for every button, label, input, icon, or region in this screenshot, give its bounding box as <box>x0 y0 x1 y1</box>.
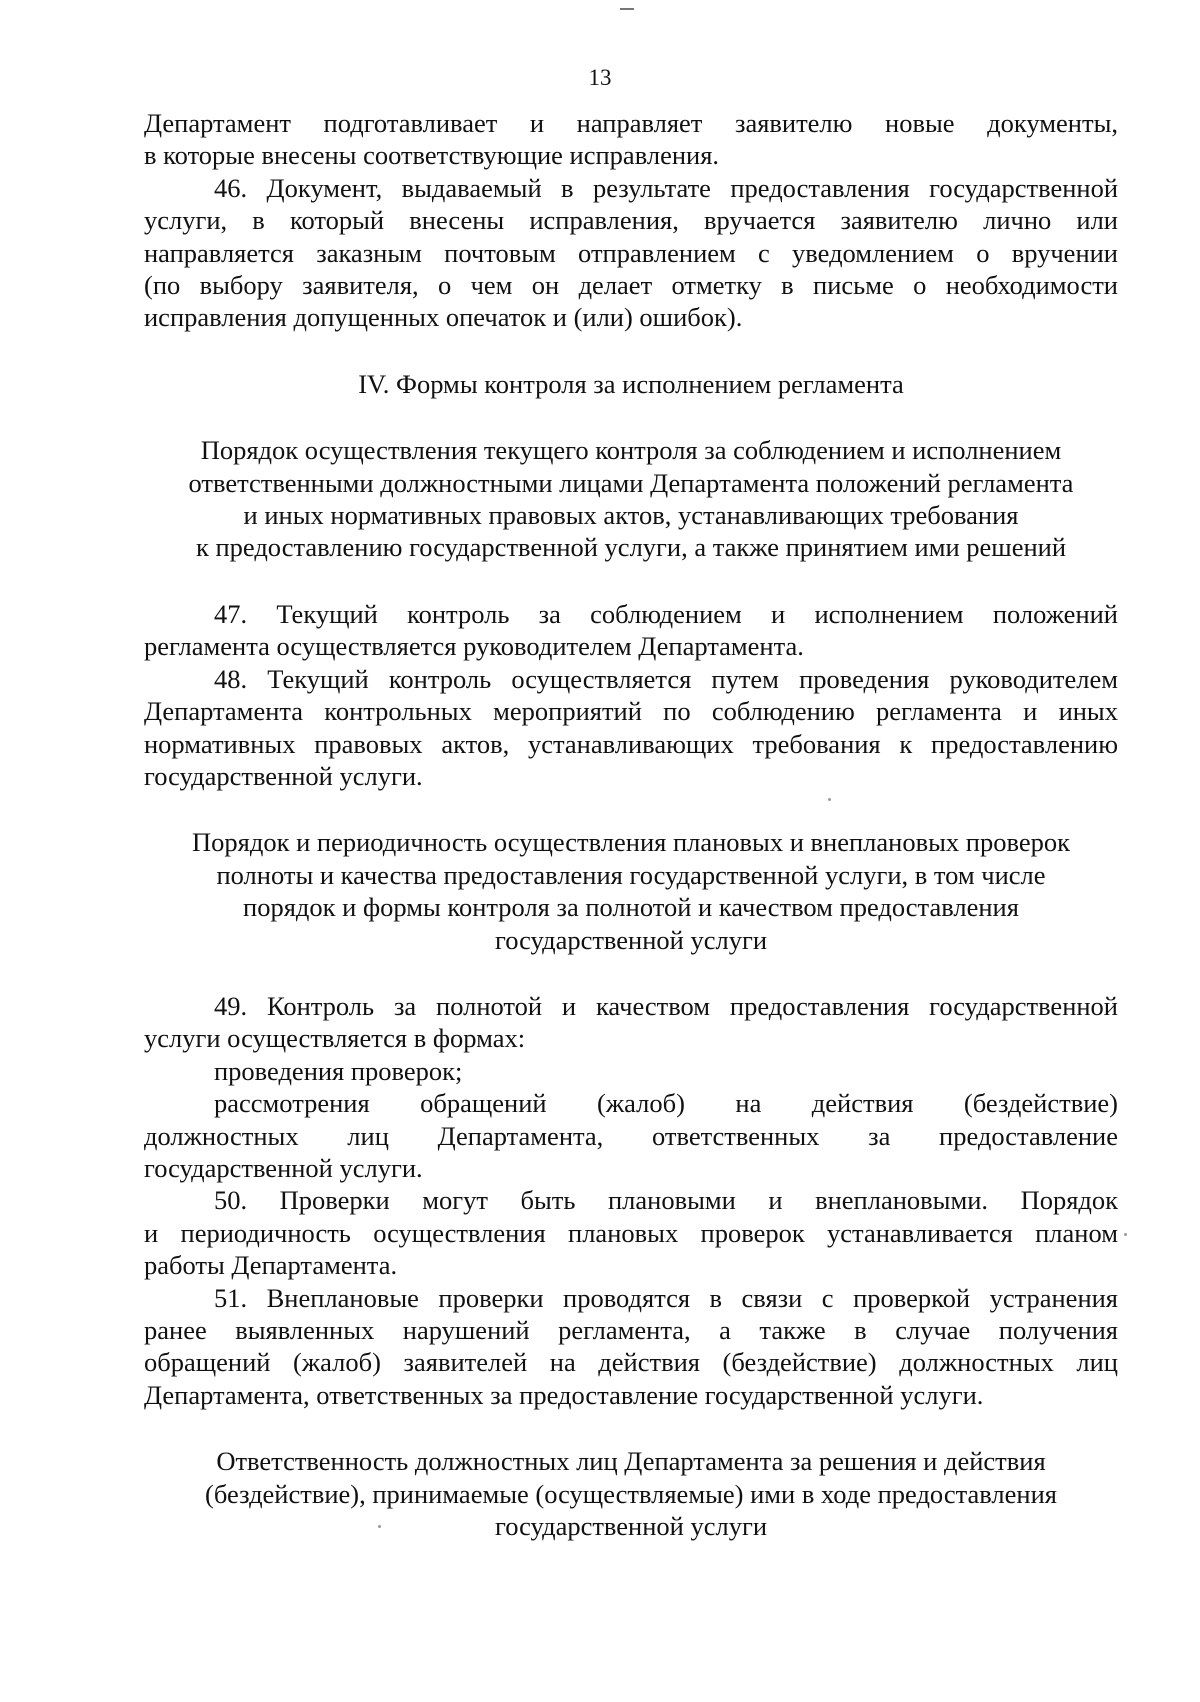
scan-speck <box>1124 1233 1127 1236</box>
text-line: ранее выявленных нарушений регламента, а также в случае получения <box>144 1315 1118 1345</box>
text-line: обращений (жалоб) заявителей на действия (бездействие) должностных лиц <box>144 1347 1118 1378</box>
text-line: 46. Документ, выдаваемый в результате предоставления государственной <box>214 172 1118 203</box>
paragraph-46 <box>144 172 1118 334</box>
paragraph-47 <box>144 598 1118 663</box>
heading-line: государственной услуги <box>494 1511 768 1542</box>
text-line: должностных лиц Департамента, ответственных за предоставление <box>144 1120 1118 1151</box>
text-line: в которые внесены соответствующие исправления. <box>144 140 720 171</box>
subsection-heading-3 <box>144 1445 1118 1542</box>
heading-line: (бездействие), принимаемые (осуществляемые) ими в ходе предоставления <box>205 1478 1057 1509</box>
text-line: регламента осуществляется руководителем Департамента. <box>144 631 804 662</box>
paragraph-48 <box>144 663 1118 793</box>
text-line: направляется заказным почтовым отправлением с уведомлением о вручении <box>144 237 1118 268</box>
heading-line: государственной услуги <box>494 924 768 955</box>
heading-line: ответственными должностными лицами Департамента положений регламента <box>188 467 1074 498</box>
text-line: проведения проверок; <box>214 1055 463 1086</box>
text-line: Департамента, ответственных за предоставление государственной услуги. <box>144 1379 984 1410</box>
section-title <box>144 368 1118 400</box>
heading-line: к предоставлению государственной услуги, а также принятием ими решений <box>195 532 1067 563</box>
paragraph-50 <box>144 1184 1118 1281</box>
heading-line: Порядок осуществления текущего контроля за соблюдением и исполнением <box>200 435 1062 466</box>
subsection-heading-1 <box>144 434 1118 564</box>
paragraph-intro <box>144 107 1118 172</box>
heading-line: и иных нормативных правовых актов, устанавливающих требования <box>243 500 1019 531</box>
section-title-text: IV. Формы контроля за исполнением регламента <box>358 368 904 399</box>
heading-line: полноты и качества предоставления государственной услуги, в том числе <box>216 859 1046 890</box>
text-line: 48. Текущий контроль осуществляется путем проведения руководителем <box>214 663 1118 694</box>
text-line: 50. Проверки могут быть плановыми и внеплановыми. Порядок <box>214 1185 1118 1216</box>
scan-mark <box>620 8 634 10</box>
subsection-heading-2 <box>144 826 1118 956</box>
text-line: государственной услуги. <box>144 1152 423 1183</box>
text-line: Департамент подготавливает и направляет заявителю новые документы, <box>144 108 1118 138</box>
text-line: услуги осуществляется в формах: <box>144 1023 526 1054</box>
text-line: и периодичность осуществления плановых проверок устанавливается планом <box>144 1217 1118 1248</box>
paragraph-51 <box>144 1282 1118 1412</box>
text-line: 47. Текущий контроль за соблюдением и исполнением положений <box>214 598 1118 629</box>
text-line: работы Департамента. <box>144 1250 398 1281</box>
text-line: исправления допущенных опечаток и (или) ошибок). <box>144 302 743 333</box>
text-line: государственной услуги. <box>144 760 423 791</box>
text-line: 51. Внеплановые проверки проводятся в связи с проверкой устранения <box>214 1282 1118 1313</box>
text-line: нормативных правовых актов, устанавливающих требования к предоставлению <box>144 728 1118 759</box>
heading-line: Ответственность должностных лиц Департамента за решения и действия <box>216 1446 1046 1477</box>
text-line: услуги, в который внесены исправления, вручается заявителю лично или <box>144 205 1118 236</box>
text-line: 49. Контроль за полнотой и качеством предоставления государственной <box>214 990 1118 1021</box>
heading-line: Порядок и периодичность осуществления плановых и внеплановых проверок <box>192 827 1070 858</box>
text-line: рассмотрения обращений (жалоб) на действия (бездействие) <box>214 1088 1118 1119</box>
heading-line: порядок и формы контроля за полнотой и качеством предоставления <box>243 892 1019 923</box>
text-line: Департамента контрольных мероприятий по соблюдению регламента и иных <box>144 696 1118 727</box>
document-body <box>144 107 1118 1542</box>
text-line: (по выбору заявителя, о чем он делает отметку в письме о необходимости <box>144 270 1118 301</box>
paragraph-49 <box>144 990 1118 1184</box>
page-number: 13 <box>588 65 612 90</box>
